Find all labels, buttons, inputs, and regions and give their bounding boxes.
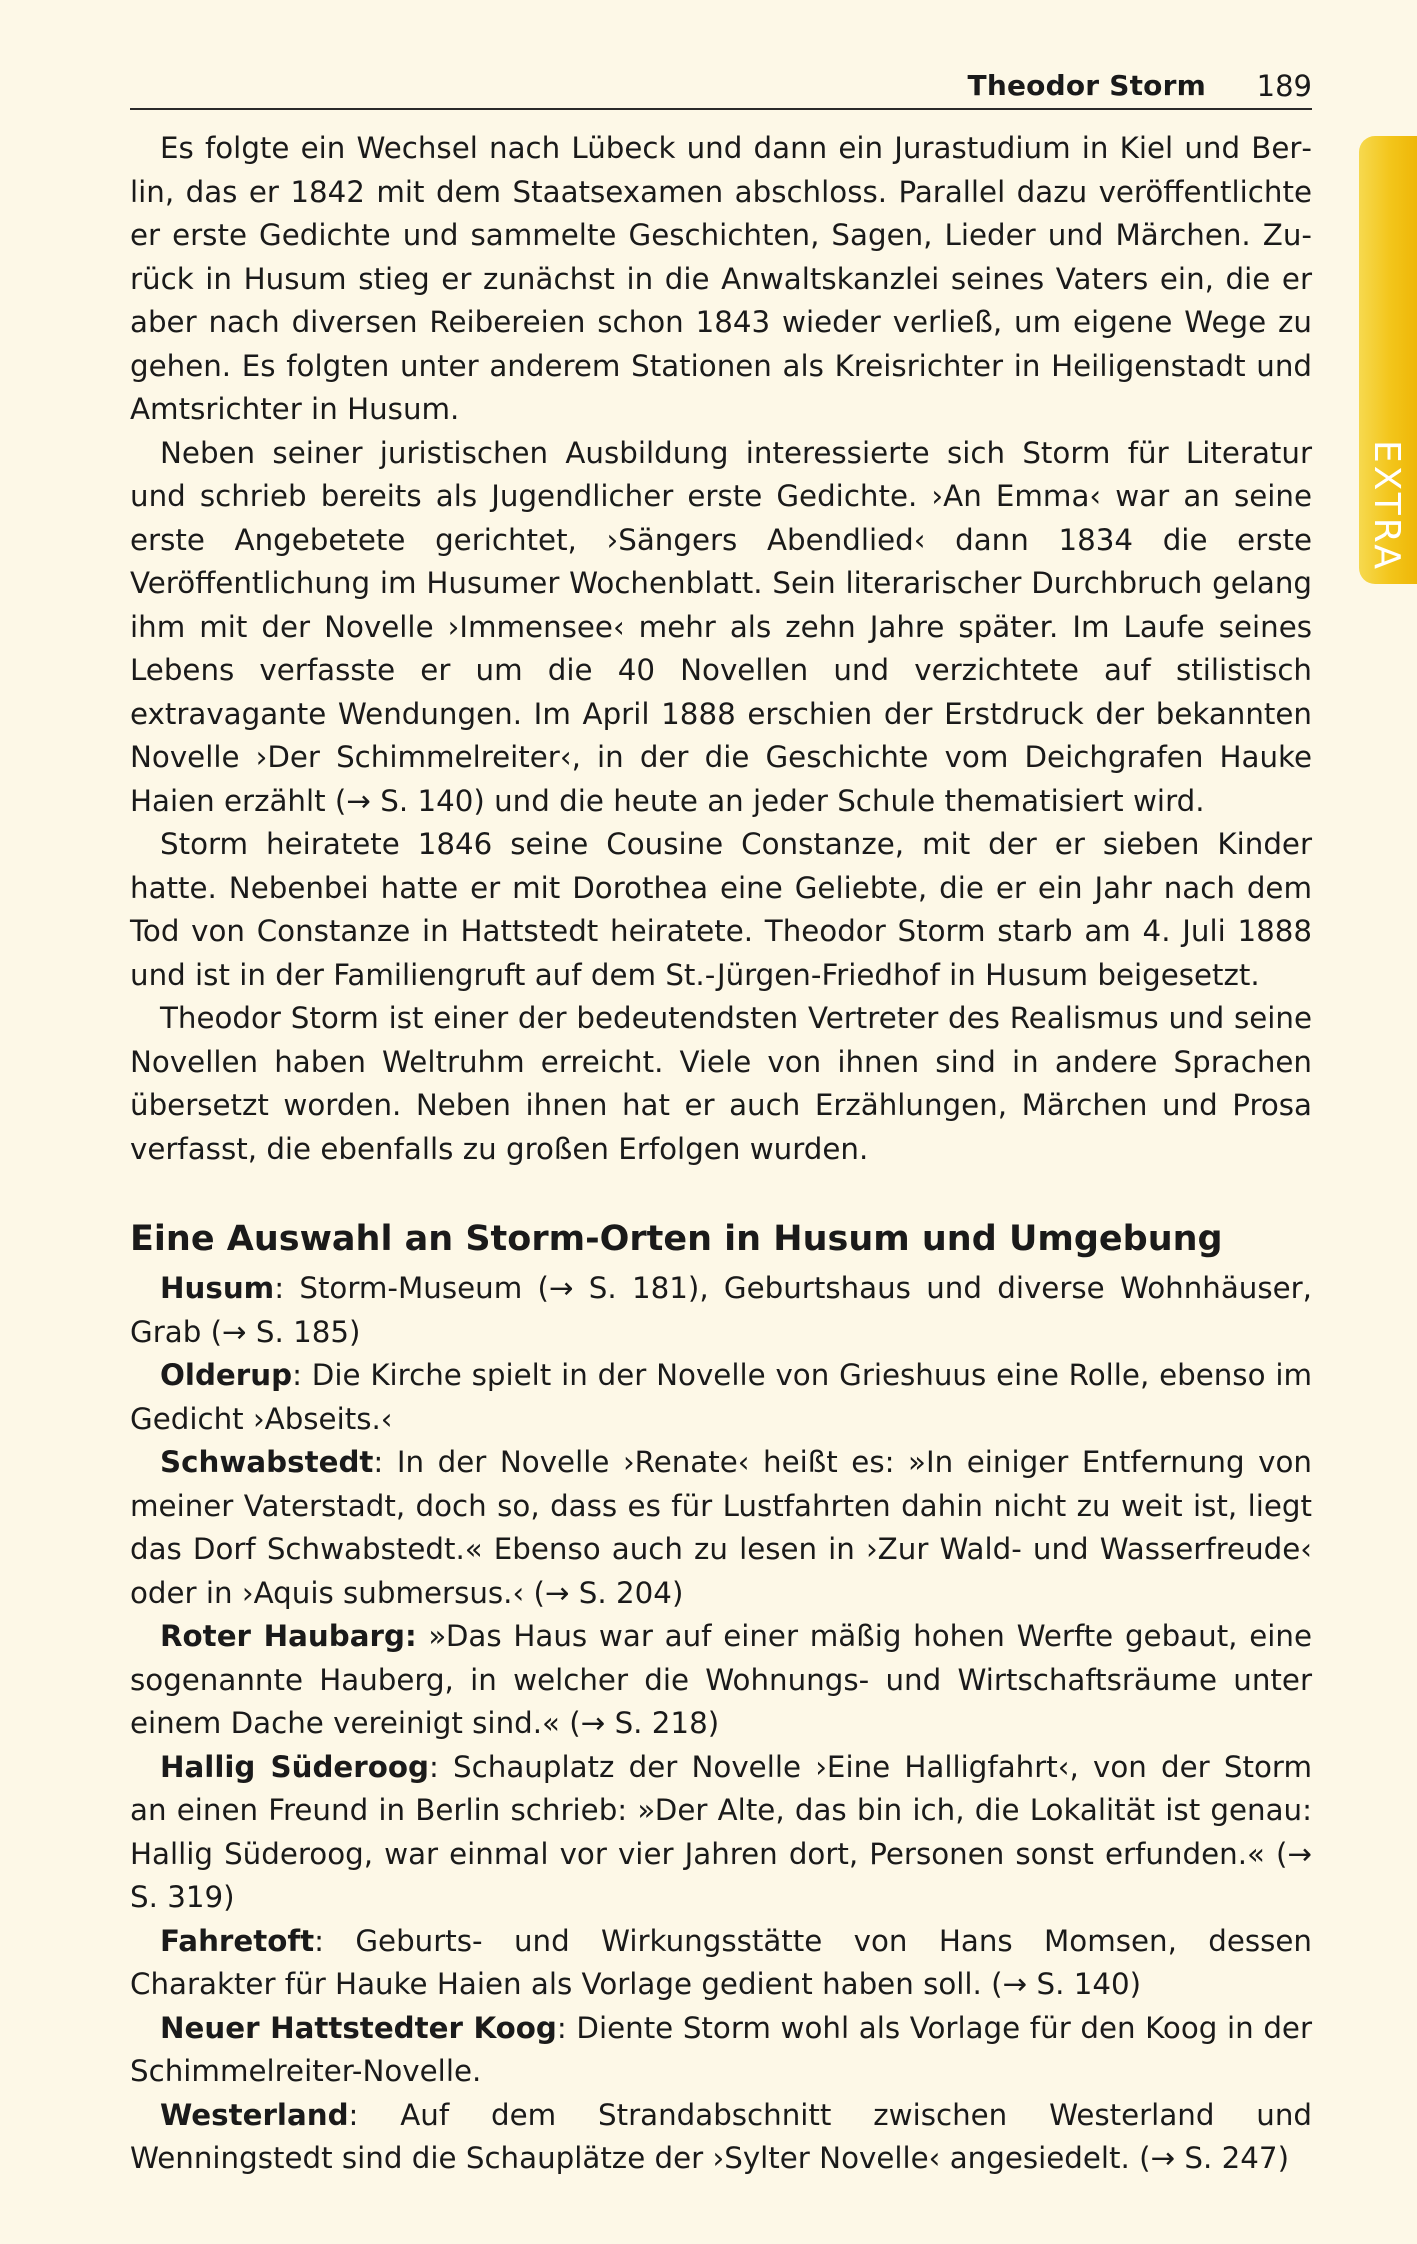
body-paragraph: Storm heiratete 1846 seine Cousine Constanze, mit der er sieben Kinder hatte. Nebenbei hatte er mit Dorothea eine Geliebte, die er ein Jahr nach dem Tod von Constanze in Hattstedt heiratete. Theodor Storm starb am 4. Juli 1888 und ist in der Familiengruft auf dem St.-Jürgen-Friedhof in Husum beigesetzt. bbox=[130, 827, 1312, 992]
place-entry-neuer-hattstedter-koog bbox=[130, 2007, 1312, 2094]
place-description: : Diente Storm wohl als Vorlage für den Koog in der Schimmelreiter-Novelle. bbox=[130, 2010, 1312, 2088]
page-body bbox=[130, 127, 1312, 2181]
place-description: : Die Kirche spielt in der Novelle von Grieshuus eine Rolle, ebenso im Gedicht ›Abseits.‹ bbox=[130, 1358, 1312, 1436]
body-paragraph: Es folgte ein Wechsel nach Lübeck und dann ein Jurastudium in Kiel und Berlin, das er 1842 mit dem Staatsexamen abschloss. Parallel dazu veröffentlichte er erste Gedichte und sammelte Geschichten, Sagen, Lieder und Märchen. Zurück in Husum stieg er zunächst in die Anwaltskanzlei seines Vaters ein, die er aber nach diversen Reibereien schon 1843 wieder verließ, um eigene Wege zu gehen. Es folgten unter anderem Stationen als Kreisrichter in Heiligenstadt und Amtsrichter in Husum. bbox=[130, 131, 1312, 426]
page-number: 189 bbox=[1256, 69, 1312, 103]
place-entry-husum bbox=[130, 1267, 1312, 1354]
section-heading: Eine Auswahl an Storm-Orten in Husum und Umgebung bbox=[130, 1219, 1223, 1259]
place-entry-fahretoft bbox=[130, 1920, 1312, 2007]
place-description: : Storm-Museum (→ S. 181), Geburtshaus und diverse Wohnhäuser, Grab (→ S. 185) bbox=[130, 1271, 1312, 1349]
place-name: Westerland bbox=[160, 2097, 349, 2132]
body-paragraph: Neben seiner juristischen Ausbildung interessierte sich Storm für Literatur und schrieb bereits als Jugendlicher erste Gedichte. ›An Emma‹ war an seine erste Angebetete gerichtet, ›Sängers Abendlied‹ dann 1834 die erste Veröffentlichung im Husumer Wochenblatt. Sein literarischer Durchbruch gelang ihm mit der Novelle ›Immensee‹ mehr als zehn Jahre später. Im Laufe seines Lebens verfasste er um die 40 Novellen und verzichtete auf stilistisch extravagante Wendungen. Im April 1888 erschien der Erstdruck der bekannten Novelle ›Der Schimmelreiter‹, in der die Geschichte vom Deichgrafen Hauke Haien erzählt (→ S. 140) und die heute an jeder Schule thematisiert wird. bbox=[130, 435, 1312, 818]
place-entry-westerland bbox=[130, 2094, 1312, 2181]
place-name: Olderup bbox=[160, 1358, 293, 1392]
extra-tab-label: EXTRA bbox=[1366, 440, 1407, 572]
place-entry-schwabstedt bbox=[130, 1441, 1312, 1615]
place-entry-olderup bbox=[130, 1354, 1312, 1441]
running-header bbox=[130, 66, 1312, 110]
place-description: »Das Haus war auf einer mäßig hohen Werfte gebaut, eine sogenannte Hauberg, in welcher die Wohnungs- und Wirtschaftsräume unter einem Dache vereinigt sind.« (→ S. 218) bbox=[130, 1619, 1312, 1740]
place-name: Roter Haubarg: bbox=[160, 1619, 417, 1653]
place-description: : Geburts- und Wirkungsstätte von Hans Momsen, dessen Charakter für Hauke Haien als Vorlage gedient haben soll. (→ S. 140) bbox=[130, 1923, 1312, 2001]
place-description: : In der Novelle ›Renate‹ heißt es: »In einiger Entfernung von meiner Vaterstadt, doch so, dass es für Lustfahrten dahin nicht zu weit ist, liegt das Dorf Schwabstedt.« Ebenso auch zu lesen in ›Zur Wald- und Wasserfreude‹ oder in ›Aquis submersus.‹ (→ S. 204) bbox=[130, 1445, 1312, 1610]
place-name: Schwabstedt bbox=[160, 1445, 374, 1479]
place-entry-hallig-suederoog bbox=[130, 1746, 1312, 1920]
place-description: : Schauplatz der Novelle ›Eine Halligfahrt‹, von der Storm an einen Freund in Berlin schrieb: »Der Alte, das bin ich, die Lokalität ist genau: Hallig Süderoog, war einmal vor vier Jahren dort, Personen sonst erfunden.« (→ S. 319) bbox=[130, 1749, 1312, 1914]
place-entry-roter-haubarg bbox=[130, 1615, 1312, 1746]
place-name: Fahretoft bbox=[160, 1923, 315, 1958]
place-name: Husum bbox=[160, 1271, 275, 1305]
place-name: Neuer Hattstedter Koog bbox=[160, 2010, 557, 2045]
body-paragraph: Theodor Storm ist einer der bedeutendsten Vertreter des Realismus und seine Novellen haben Weltruhm erreicht. Viele von ihnen sind in andere Sprachen übersetzt worden. Neben ihnen hat er auch Erzählungen, Märchen und Prosa verfasst, die ebenfalls zu großen Erfolgen wurden. bbox=[130, 1001, 1312, 1166]
place-name: Hallig Süderoog bbox=[160, 1749, 429, 1784]
header-title: Theodor Storm bbox=[967, 69, 1206, 102]
place-description: : Auf dem Strandabschnitt zwischen Westerland und Wenningstedt sind die Schauplätze der ›Sylter Novelle‹ angesiedelt. (→ S. 247) bbox=[130, 2097, 1312, 2175]
